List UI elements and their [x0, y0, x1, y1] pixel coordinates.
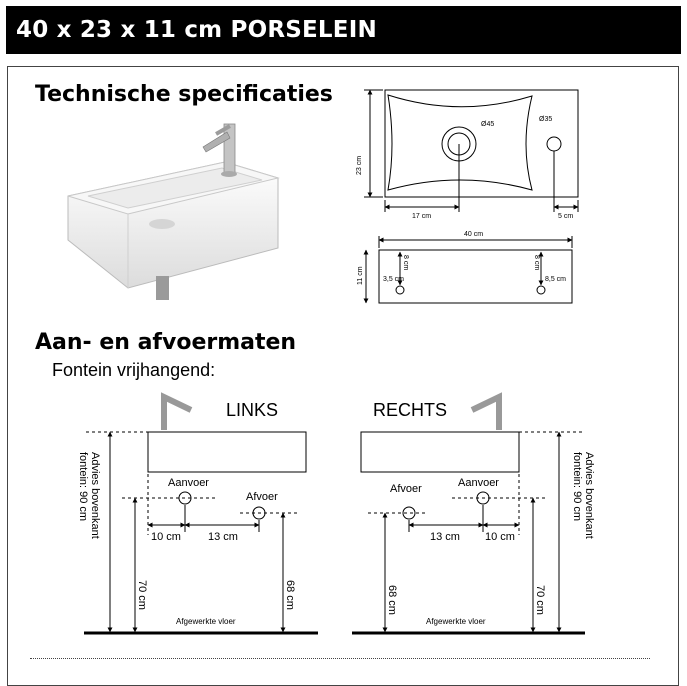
- depth-label: 23 cm: [356, 155, 363, 175]
- drain-diameter-label: Ø45: [481, 121, 495, 128]
- links-label: LINKS: [226, 400, 279, 420]
- rechts-drain-label: Afvoer: [390, 483, 422, 495]
- links-supply-height-label: 70 cm: [136, 580, 148, 610]
- svg-text:Advies bovenkant: Advies bovenkant: [89, 452, 101, 539]
- left-vertical-label: 8 cm: [402, 255, 409, 271]
- connection-heading: Aan- en afvoermaten: [35, 330, 297, 355]
- svg-text:fontein: 90 cm: fontein: 90 cm: [571, 452, 583, 522]
- tech-specs-heading: Technische specificaties: [35, 82, 333, 107]
- width-label: 40 cm: [464, 231, 484, 238]
- svg-text:Advies bovenkant: Advies bovenkant: [583, 452, 595, 539]
- links-advice-text: [77, 452, 101, 539]
- tap-diameter-label: Ø35: [539, 116, 553, 123]
- svg-text:fontein: 90 cm: fontein: 90 cm: [77, 452, 89, 522]
- links-dist1-label: 10 cm: [151, 531, 181, 543]
- rechts-dist2-label: 10 cm: [485, 531, 515, 543]
- bottom-dotted-divider: [30, 658, 650, 659]
- right-horizontal-label: 8,5 cm: [545, 276, 567, 283]
- top-view-drawing: [364, 90, 578, 212]
- links-dist2-label: 13 cm: [208, 531, 238, 543]
- basin-product-image: [68, 124, 278, 300]
- rechts-supply-height-label: 70 cm: [534, 585, 546, 615]
- links-drain-height-label: 68 cm: [284, 580, 296, 610]
- page-title: 40 x 23 x 11 cm PORSELEIN: [16, 17, 377, 43]
- right-distance-label: 5 cm: [558, 213, 574, 220]
- rechts-label: RECHTS: [373, 400, 448, 420]
- rechts-supply-label: Aanvoer: [458, 477, 499, 489]
- left-distance-label: 17 cm: [412, 213, 432, 220]
- height-label: 11 cm: [357, 266, 364, 285]
- right-vertical-label: 8 cm: [533, 255, 540, 271]
- links-supply-label: Aanvoer: [168, 477, 209, 489]
- rechts-dist1-label: 13 cm: [430, 531, 460, 543]
- links-floor-label: Afgewerkte vloer: [176, 617, 236, 626]
- connection-subheading: Fontein vrijhangend:: [52, 360, 216, 380]
- side-view-drawing: [366, 236, 572, 303]
- links-diagram: [84, 397, 318, 633]
- rechts-floor-label: Afgewerkte vloer: [426, 617, 486, 626]
- links-drain-label: Afvoer: [246, 491, 278, 503]
- rechts-advice-text: [571, 452, 595, 539]
- left-horizontal-label: 3,5 cm: [383, 276, 405, 283]
- rechts-drain-height-label: 68 cm: [386, 585, 398, 615]
